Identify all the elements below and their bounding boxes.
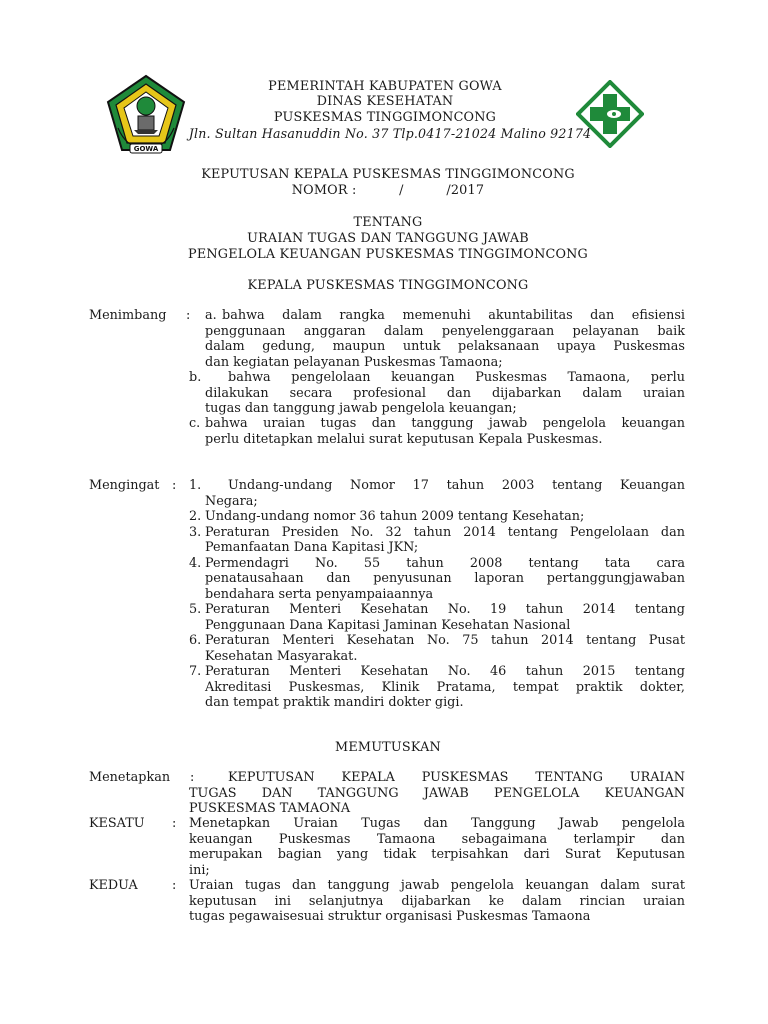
- text-line: bahwa uraian tugas dan tanggung jawab pengelola keuangan: [205, 416, 685, 431]
- text-line: Kesehatan Masyarakat.: [205, 648, 358, 664]
- text-line: ini;: [189, 862, 210, 878]
- text-line: bahwa pengelolaan keuangan Puskesmas Tamaona, perlu: [228, 370, 685, 385]
- kedua-colon: :: [172, 878, 177, 893]
- mengingat-item-2: [205, 509, 685, 525]
- text-line: keuangan Puskesmas Tamaona sebagaimana terlampir dan: [189, 831, 685, 847]
- mengingat-1-marker: 1.: [189, 478, 202, 493]
- mengingat-item-5: [205, 602, 685, 633]
- mengingat-label: Mengingat: [89, 478, 160, 493]
- menimbang-b-marker: b.: [189, 370, 202, 385]
- kesatu-text: [189, 816, 685, 878]
- text-line: PUSKESMAS TAMAONA: [189, 801, 351, 816]
- text-line: Peraturan Menteri Kesehatan No. 75 tahun 2014 tentang Pusat: [205, 633, 685, 648]
- menetapkan-colon: :: [190, 770, 195, 785]
- text-line: dan tempat praktik mandiri dokter gigi.: [205, 695, 464, 710]
- mengingat-2-marker: 2.: [189, 509, 202, 524]
- letterhead-address: Jln. Sultan Hasanuddin No. 37 Tlp.0417-21024 Malino 92174: [188, 126, 592, 141]
- mengingat-item-4: [205, 556, 685, 603]
- text-line: Peraturan Menteri Kesehatan No. 46 tahun 2015 tentang: [205, 664, 685, 679]
- text-line: Undang-undang Nomor 17 tahun 2003 tentang Keuangan: [228, 478, 685, 493]
- decree-number: NOMOR : / /2017: [291, 183, 485, 198]
- mengingat-colon: :: [172, 478, 177, 493]
- text-line: Uraian tugas dan tanggung jawab pengelola keuangan dalam surat: [189, 878, 685, 893]
- text-line: Undang-undang nomor 36 tahun 2009 tentang Kesehatan;: [205, 509, 585, 524]
- mengingat-item-7: [205, 664, 685, 711]
- menetapkan-text-first: [228, 770, 685, 786]
- menimbang-item-a: [222, 308, 685, 324]
- emblem-text: GOWA: [133, 145, 159, 153]
- decree-title: KEPUTUSAN KEPALA PUSKESMAS TINGGIMONCONG: [201, 167, 575, 182]
- text-line: Peraturan Presiden No. 32 tahun 2014 tentang Pengelolaan dan: [205, 524, 685, 540]
- text-line: Peraturan Menteri Kesehatan No. 19 tahun 2014 tentang: [205, 602, 685, 617]
- menimbang-item-a-cont: [205, 324, 685, 371]
- menimbang-label: Menimbang: [89, 308, 167, 323]
- text-line: dan kegiatan pelayanan Puskesmas Tamaona;: [205, 354, 503, 370]
- text-line: Menetapkan Uraian Tugas dan Tanggung Jawab pengelola: [189, 816, 685, 831]
- text-line: perlu ditetapkan melalui surat keputusan Kepala Puskesmas.: [205, 431, 603, 447]
- text-line: TUGAS DAN TANGGUNG JAWAB PENGELOLA KEUANGAN: [189, 785, 685, 801]
- text-line: tugas dan tanggung jawab pengelola keuangan;: [205, 401, 517, 416]
- letterhead-government: PEMERINTAH KABUPATEN GOWA: [268, 79, 502, 94]
- letterhead-puskesmas: PUSKESMAS TINGGIMONCONG: [273, 110, 497, 125]
- text-line: merupakan bagian yang tidak terpisahkan dari Surat Keputusan: [189, 847, 685, 862]
- menimbang-item-b-cont: [205, 386, 685, 417]
- mengingat-7-marker: 7.: [189, 664, 202, 679]
- text-line: bendahara serta penyampaiaannya: [205, 586, 434, 602]
- kesatu-colon: :: [172, 816, 177, 831]
- menimbang-colon: :: [186, 308, 191, 323]
- text-line: KEPUTUSAN KEPALA PUSKESMAS TENTANG URAIAN: [228, 770, 685, 785]
- mengingat-6-marker: 6.: [189, 633, 202, 648]
- mengingat-4-marker: 4.: [189, 555, 202, 571]
- menimbang-c-marker: c.: [189, 416, 201, 431]
- about-heading: TENTANG: [353, 215, 423, 230]
- menimbang-item-c: [205, 416, 685, 447]
- text-line: Negara;: [205, 493, 258, 509]
- mengingat-item-1-cont: [205, 494, 685, 510]
- text-line: dilakukan secara profesional dan dijabarkan dalam uraian: [205, 385, 685, 401]
- menimbang-item-b: [228, 370, 685, 386]
- mengingat-5-marker: 5.: [189, 602, 202, 617]
- text-line: bahwa dalam rangka memenuhi akuntabilitas dan efisiensi: [222, 308, 685, 323]
- mengingat-item-3: [205, 525, 685, 556]
- mengingat-3-marker: 3.: [189, 524, 202, 540]
- menimbang-a-marker: a.: [205, 308, 217, 323]
- text-line: Akreditasi Puskesmas, Klinik Pratama, tempat praktik dokter,: [205, 679, 685, 695]
- mengingat-item-6: [205, 633, 685, 664]
- subject-line-2: PENGELOLA KEUANGAN PUSKESMAS TINGGIMONCONG: [188, 247, 588, 262]
- text-line: Penggunaan Dana Kapitasi Jaminan Kesehatan Nasional: [205, 617, 571, 633]
- kedua-text: [189, 878, 685, 925]
- menetapkan-text: [189, 786, 685, 817]
- kesatu-label: KESATU: [89, 816, 145, 831]
- issuer-heading: KEPALA PUSKESMAS TINGGIMONCONG: [247, 278, 529, 293]
- letterhead-department: DINAS KESEHATAN: [316, 94, 454, 109]
- text-line: penggunaan anggaran dalam penyelenggaraan pelayanan baik: [205, 323, 685, 339]
- text-line: Permendagri No. 55 tahun 2008 tentang tata cara: [205, 555, 685, 571]
- memutuskan-heading: MEMUTUSKAN: [335, 740, 441, 755]
- text-line: keputusan ini selanjutnya dijabarkan ke dalam rincian uraian: [189, 893, 685, 909]
- text-line: tugas pegawaisesuai struktur organisasi Puskesmas Tamaona: [189, 909, 591, 924]
- text-line: penatausahaan dan penyusunan laporan pertanggungjawaban: [205, 571, 685, 586]
- text-line: dalam gedung, maupun untuk pelaksanaan upaya Puskesmas: [205, 339, 685, 354]
- kedua-label: KEDUA: [89, 878, 138, 893]
- mengingat-item-1: [228, 478, 685, 494]
- menetapkan-label: Menetapkan: [89, 770, 171, 785]
- text-line: Pemanfaatan Dana Kapitasi JKN;: [205, 540, 419, 555]
- subject-line-1: URAIAN TUGAS DAN TANGGUNG JAWAB: [247, 231, 529, 246]
